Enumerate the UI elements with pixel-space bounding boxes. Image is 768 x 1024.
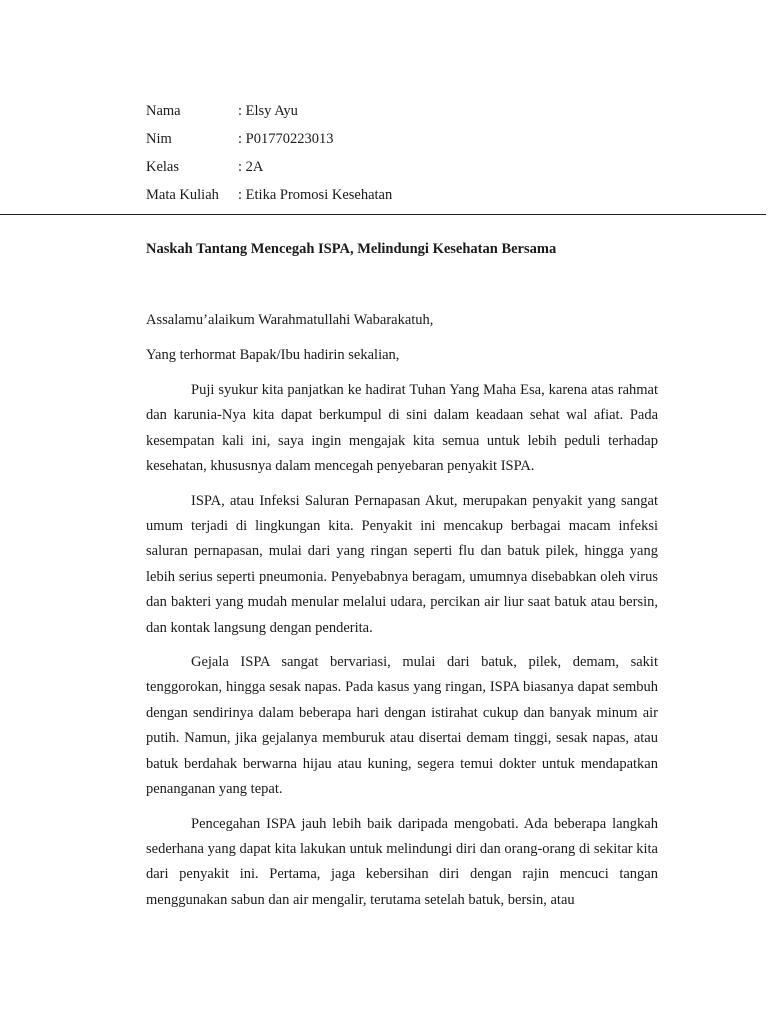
info-label: Kelas xyxy=(146,159,180,175)
info-value: : Elsy Ayu xyxy=(238,103,298,119)
info-label: Mata Kuliah xyxy=(146,187,219,203)
paragraph: Gejala ISPA sangat bervariasi, mulai dari batuk, pilek, demam, sakit tenggorokan, hingga sesak napas. Pada kasus yang ringan, ISPA biasanya dapat sembuh dengan sendirinya dalam beberapa hari dengan istirahat cukup dan banyak minum air putih. Namun, jika gejalanya memburuk atau disertai demam tinggi, sesak napas, atau batuk berdahak berwarna hijau atau kuning, segera temui dokter untuk mendapatkan penanganan yang tepat. xyxy=(146,654,658,798)
info-row-mata-kuliah xyxy=(146,184,392,212)
info-row-nama xyxy=(146,100,392,128)
info-value: : 2A xyxy=(238,159,264,175)
document-body xyxy=(146,378,658,922)
info-label: Nim xyxy=(146,131,172,147)
info-row-nim xyxy=(146,128,392,156)
info-label: Nama xyxy=(146,103,181,119)
student-info xyxy=(146,100,392,212)
info-value: : Etika Promosi Kesehatan xyxy=(238,187,393,203)
header-divider xyxy=(0,214,766,215)
greeting-salam: Assalamu’alaikum Warahmatullahi Wabarakatuh, xyxy=(146,312,434,328)
paragraph: Puji syukur kita panjatkan ke hadirat Tuhan Yang Maha Esa, karena atas rahmat dan karunia-Nya kita dapat berkumpul di sini dalam keadaan sehat wal afiat. Pada kesempatan kali ini, saya ingin mengajak kita semua untuk lebih peduli terhadap kesehatan, khususnya dalam mencegah penyebaran penyakit ISPA. xyxy=(146,382,658,475)
paragraph: ISPA, atau Infeksi Saluran Pernapasan Akut, merupakan penyakit yang sangat umum terjadi di lingkungan kita. Penyakit ini mencakup berbagai macam infeksi saluran pernapasan, mulai dari yang ringan seperti flu dan batuk pilek, hingga yang lebih serius seperti pneumonia. Penyebabnya beragam, umumnya disebabkan oleh virus dan bakteri yang mudah menular melalui udara, percikan air liur saat batuk atau bersin, dan kontak langsung dengan penderita. xyxy=(146,492,658,636)
document-title: Naskah Tantang Mencegah ISPA, Melindungi Kesehatan Bersama xyxy=(146,241,557,257)
paragraph: Pencegahan ISPA jauh lebih baik daripada mengobati. Ada beberapa langkah sederhana yang dapat kita lakukan untuk melindungi diri dan orang-orang di sekitar kita dari penyakit ini. Pertama, jaga kebersihan diri dengan rajin mencuci tangan menggunakan sabun dan air mengalir, terutama setelah batuk, bersin, atau xyxy=(146,815,658,908)
info-row-kelas xyxy=(146,156,392,184)
greeting-audience: Yang terhormat Bapak/Ibu hadirin sekalian, xyxy=(146,347,400,363)
info-value: : P01770223013 xyxy=(238,131,334,147)
